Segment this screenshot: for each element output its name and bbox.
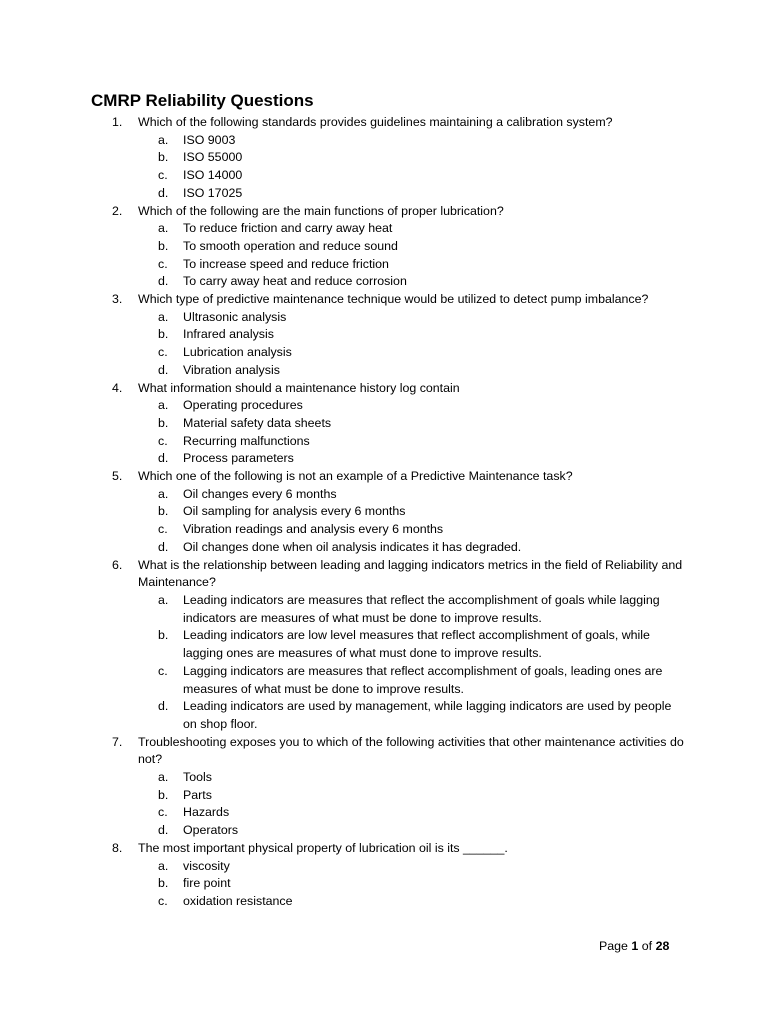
option-text: Leading indicators are used by management, while lagging indicators are used by people on shop floor. [183,699,672,731]
option-label: a. [158,132,169,147]
answer-option [0,167,768,185]
option-text: Oil changes every 6 months [183,486,337,501]
of-word: of [641,939,653,953]
option-label: a. [158,221,169,236]
option-text: Vibration readings and analysis every 6 months [183,522,444,537]
question-2 [0,203,768,221]
option-label: c. [158,663,168,678]
option-label: b. [158,787,169,802]
option-text: ISO 17025 [183,185,243,200]
question-text: Which of the following are the main functions of proper lubrication? [138,203,504,218]
option-label: c. [158,433,168,448]
question-3 [0,291,768,309]
question-7 [0,734,768,769]
answer-option [0,256,768,274]
answer-option [0,627,768,662]
question-number: 7. [112,734,123,749]
option-text: Parts [183,787,212,802]
answer-option [0,220,768,238]
option-label: a. [158,770,169,785]
answer-option [0,132,768,150]
option-text: Ultrasonic analysis [183,309,287,324]
page-word: Page [599,939,628,953]
answer-option [0,698,768,733]
question-number: 4. [112,380,123,395]
answer-option [0,273,768,291]
answer-option [0,822,768,840]
question-text: Troubleshooting exposes you to which of the following activities that other maintenance activities do not? [138,734,684,767]
question-text: What is the relationship between leading and lagging indicators metrics in the field of Reliability and Maintenance? [138,557,683,590]
option-text: Hazards [183,805,230,820]
option-label: b. [158,327,169,342]
option-text: Operators [183,823,239,838]
option-label: c. [158,893,168,908]
question-text: The most important physical property of lubrication oil is its ______. [138,840,508,855]
option-label: b. [158,504,169,519]
option-label: b. [158,150,169,165]
document-title: CMRP Reliability Questions [91,91,314,110]
option-label: d. [158,699,169,714]
option-label: b. [158,415,169,430]
question-5 [0,468,768,486]
page-number: 1 [631,939,639,953]
answer-option [0,893,768,911]
option-text: To reduce friction and carry away heat [183,221,393,236]
page-total: 28 [655,939,670,953]
option-label: a. [158,592,169,607]
question-text: Which of the following standards provides guidelines maintaining a calibration system? [138,115,613,129]
answer-option [0,433,768,451]
option-label: a. [158,309,169,324]
option-label: d. [158,539,169,554]
option-label: c. [158,168,168,183]
option-text: To carry away heat and reduce corrosion [183,274,407,289]
question-text: Which type of predictive maintenance technique would be utilized to detect pump imbalance? [138,292,649,307]
answer-option [0,238,768,256]
answer-option [0,858,768,876]
option-text: Process parameters [183,451,294,466]
option-label: b. [158,628,169,643]
option-label: b. [158,238,169,253]
answer-option [0,415,768,433]
option-label: c. [158,345,168,360]
question-text: What information should a maintenance history log contain [138,380,460,395]
question-number: 5. [112,469,123,484]
answer-option [0,592,768,627]
option-text: Oil changes done when oil analysis indicates it has degraded. [183,539,522,554]
page-footer [599,937,669,955]
option-text: To increase speed and reduce friction [183,256,389,271]
question-4 [0,380,768,398]
option-text: Infrared analysis [183,327,274,342]
question-number: 3. [112,292,123,307]
option-text: Lagging indicators are measures that reflect accomplishment of goals, leading ones are measures of what must be done to improve results. [183,663,663,696]
answer-option [0,804,768,822]
question-1 [0,114,768,132]
answer-option [0,344,768,362]
question-8 [0,840,768,858]
answer-option [0,769,768,787]
option-label: d. [158,274,169,289]
question-number: 2. [112,203,123,218]
option-text: Leading indicators are low level measures that reflect accomplishment of goals, while lagging ones are measures of what must done to improve results. [183,628,650,661]
question-number: 6. [112,557,123,572]
option-label: c. [158,256,168,271]
answer-option [0,149,768,167]
question-number: 1. [112,115,123,129]
question-number: 8. [112,840,123,855]
answer-option [0,309,768,327]
option-label: a. [158,486,169,501]
option-text: fire point [183,876,231,891]
option-text: Leading indicators are measures that reflect the accomplishment of goals while lagging indicators are measures of what must be done to improve results. [183,592,660,625]
option-text: oxidation resistance [183,893,293,908]
answer-option [0,787,768,805]
option-text: ISO 14000 [183,168,243,183]
question-list [0,114,768,911]
option-label: d. [158,823,169,838]
option-text: Vibration analysis [183,362,280,377]
option-label: b. [158,876,169,891]
option-text: Oil sampling for analysis every 6 months [183,504,406,519]
answer-option [0,185,768,203]
option-label: c. [158,805,168,820]
answer-option [0,362,768,380]
option-text: ISO 9003 [183,132,236,147]
option-label: a. [158,398,169,413]
option-text: Material safety data sheets [183,415,332,430]
option-text: Tools [183,770,212,785]
question-6 [0,557,768,592]
question-text: Which one of the following is not an example of a Predictive Maintenance task? [138,469,573,484]
option-text: Recurring malfunctions [183,433,310,448]
option-text: Operating procedures [183,398,303,413]
option-text: viscosity [183,858,230,873]
option-label: d. [158,362,169,377]
option-text: ISO 55000 [183,150,243,165]
option-label: c. [158,522,168,537]
answer-option [0,539,768,557]
option-label: d. [158,451,169,466]
answer-option [0,486,768,504]
option-label: d. [158,185,169,200]
answer-option [0,397,768,415]
answer-option [0,521,768,539]
option-label: a. [158,858,169,873]
answer-option [0,875,768,893]
answer-option [0,450,768,468]
answer-option [0,326,768,344]
answer-option [0,503,768,521]
option-text: Lubrication analysis [183,345,292,360]
answer-option [0,663,768,698]
option-text: To smooth operation and reduce sound [183,238,398,253]
